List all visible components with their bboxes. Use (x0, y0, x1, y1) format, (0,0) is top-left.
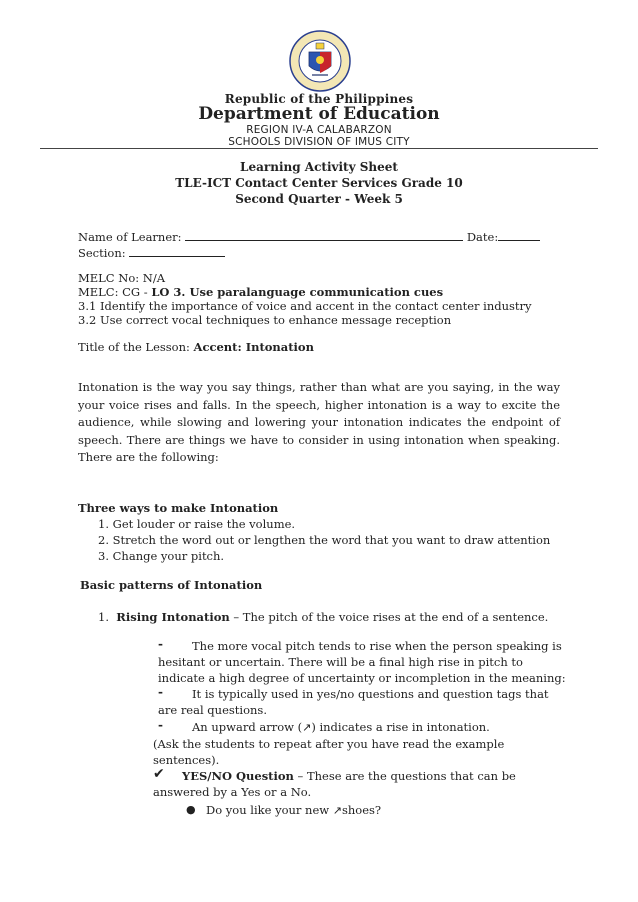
yesno-definition: – These are the questions that can be (293, 769, 516, 783)
rising-arrow-icon: ↗ (332, 804, 342, 817)
republic-heading: Republic of the Philippines (224, 92, 414, 106)
yesno-line2: answered by a Yes or a No. (153, 785, 312, 799)
lesson-label: Title of the Lesson: (78, 340, 194, 354)
point3-text-b: ) indicates a rise in intonation. (311, 720, 490, 734)
lesson-title-row (78, 339, 314, 355)
name-label: Name of Learner: (78, 230, 182, 244)
yesno-term: YES/NO Question (182, 769, 294, 783)
dash-marker-1: - (158, 637, 163, 651)
department-heading: Department of Education (198, 104, 440, 124)
checkmark-icon: ✔ (153, 766, 165, 782)
dash-marker-3: - (158, 718, 163, 732)
intro-paragraph: Intonation is the way you say things, rather than what are you saying, in the way your voice rises and falls. In the speech, higher intonation is a way to excite the audience, while slowing and lowering your intonation indicates the endpoint of speech. There are things we have to consider in using intonation when speaking. There are the following: (78, 380, 560, 465)
melc-item-1: 3.1 Identify the importance of voice and accent in the contact center industry (78, 299, 532, 313)
example-text-a: Do you like your new (206, 803, 333, 817)
date-blank[interactable] (498, 229, 540, 241)
rising-arrow-icon: ↗ (302, 721, 312, 734)
bullet-icon: ● (186, 803, 196, 816)
date-label: Date: (466, 230, 499, 244)
ways-item-1: 1. Get louder or raise the volume. (98, 517, 296, 531)
quarter-title: Second Quarter - Week 5 (235, 192, 403, 206)
point2-line2: are real questions. (158, 703, 267, 717)
ask-line2: sentences). (153, 753, 220, 767)
rising-term: Rising Intonation (116, 610, 230, 624)
ways-heading: Three ways to make Intonation (78, 501, 279, 515)
point2-line1: It is typically used in yes/no questions and question tags that (192, 687, 549, 701)
section-label: Section: (78, 246, 126, 260)
melc-number: MELC No: N/A (78, 271, 166, 285)
yesno-line1 (182, 768, 516, 784)
point1-line2: hesitant or uncertain. There will be a final high rise in pitch to (158, 655, 523, 669)
melc-cg-objective: LO 3. Use paralanguage communication cues (151, 285, 444, 299)
melc-cg-prefix: MELC: CG - (78, 285, 152, 299)
point1-line1: The more vocal pitch tends to rise when the person speaking is (192, 639, 562, 653)
example-sentence (206, 802, 381, 819)
example-text-b: shoes? (341, 803, 382, 817)
region-heading: REGION IV-A CALABARZON (246, 124, 392, 136)
point3-line (192, 719, 490, 736)
section-blank[interactable] (129, 245, 225, 257)
dash-marker-2: - (158, 685, 163, 699)
melc-item-2: 3.2 Use correct vocal techniques to enhance message reception (78, 313, 452, 327)
rising-definition: – The pitch of the voice rises at the end of a sentence. (229, 610, 549, 624)
rising-intonation-item (98, 609, 548, 625)
ask-line1: (Ask the students to repeat after you have read the example (153, 737, 505, 751)
ways-item-2: 2. Stretch the word out or lengthen the word that you want to draw attention (98, 533, 551, 547)
point3-text-a: An upward arrow ( (192, 720, 303, 734)
division-heading: SCHOOLS DIVISION OF IMUS CITY (228, 136, 410, 148)
ways-item-3: 3. Change your pitch. (98, 549, 225, 563)
lesson-title: Accent: Intonation (193, 340, 314, 354)
section-field-row (78, 245, 225, 261)
patterns-heading: Basic patterns of Intonation (80, 578, 263, 592)
point1-line3: indicate a high degree of uncertainty or incompletion in the meaning: (158, 671, 566, 685)
name-blank[interactable] (185, 229, 463, 241)
rising-number: 1. (98, 610, 109, 624)
course-title: TLE-ICT Contact Center Services Grade 10 (175, 176, 463, 190)
header-divider (40, 148, 598, 149)
sheet-title: Learning Activity Sheet (240, 160, 398, 174)
deped-seal-logo (289, 30, 351, 92)
name-field-row (78, 229, 540, 245)
